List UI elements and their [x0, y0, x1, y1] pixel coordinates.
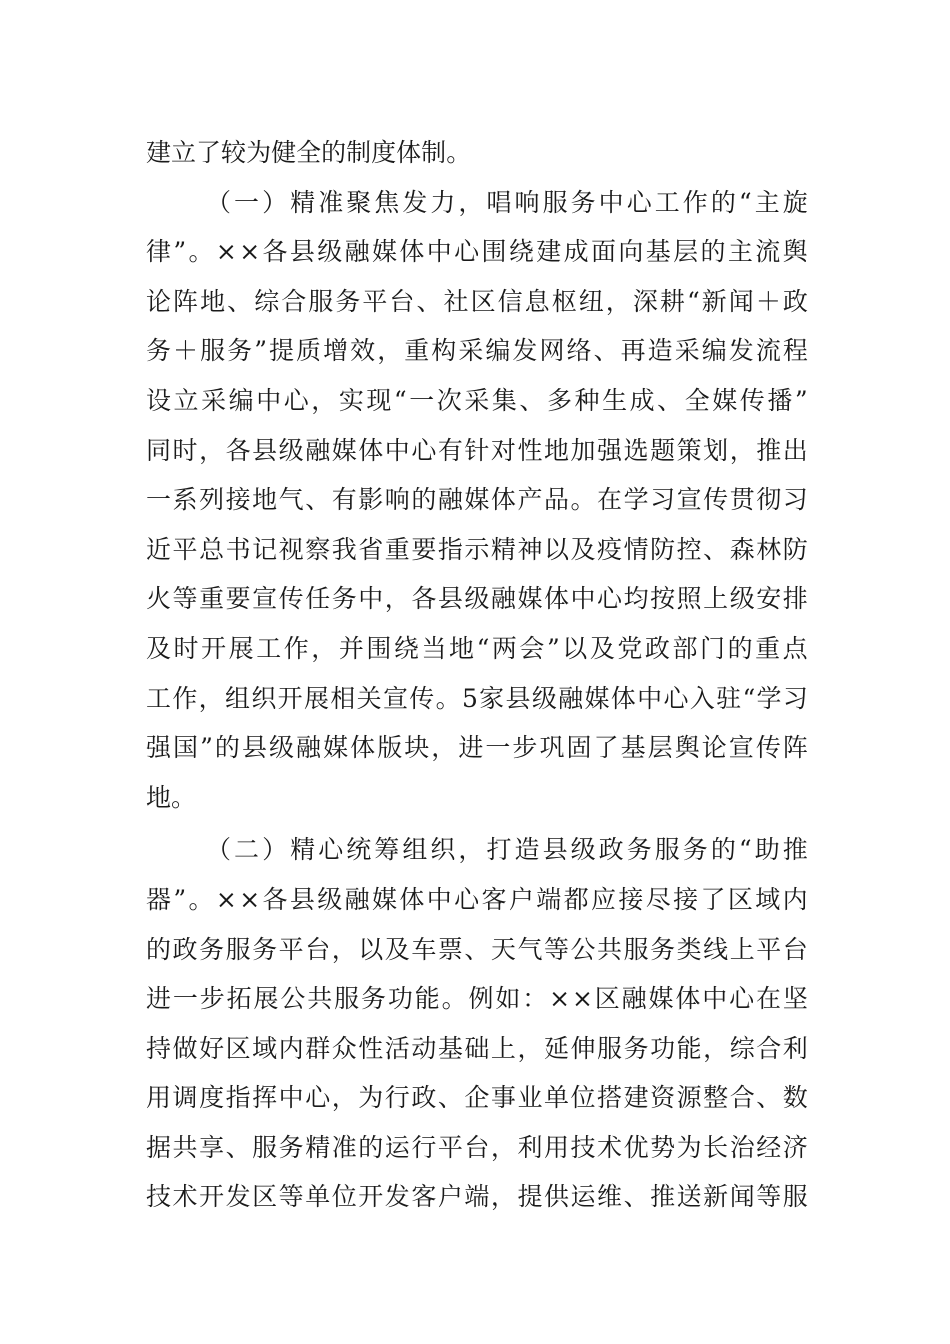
text-line: （ 二 ） 精 心 统 筹 组 织 ， 打 造 县 级 政 务 服 务 的 “ 助 推	[206, 835, 808, 865]
text-line: 及 时 开 展 工 作 ， 并 围 绕 当 地 “ 两 会 ” 以 及 党 政 部 门 的 重 点	[146, 633, 808, 663]
text-line: 进 一 步 拓 展 公 共 服 务 功 能 。 例 如 ： × × 区 融 媒 体 中 心 在 坚	[146, 984, 808, 1014]
text-line: 的 政 务 服 务 平 台 ， 以 及 车 票 、 天 气 等 公 共 服 务 类 线 上 平 台	[146, 934, 808, 964]
text-line: 论 阵 地 、 综 合 服 务 平 台 、 社 区 信 息 枢 纽 ， 深 耕 “ 新 闻 ＋ 政	[146, 286, 808, 316]
text-line: 同 时 ， 各 县 级 融 媒 体 中 心 有 针 对 性 地 加 强 选 题 策 划 ， 推 出	[146, 435, 808, 465]
text-line: （ 一 ） 精 准 聚 焦 发 力 ， 唱 响 服 务 中 心 工 作 的 “ 主 旋	[206, 187, 808, 217]
text-line: 务 ＋ 服 务 ” 提 质 增 效 ， 重 构 采 编 发 网 络 、 再 造 采 编 发 流 程	[146, 336, 808, 366]
text-line: 地 。	[146, 782, 197, 812]
text-line: 技 术 开 发 区 等 单 位 开 发 客 户 端 ， 提 供 运 维 、 推 送 新 闻 等 服	[146, 1182, 808, 1212]
text-line: 一 系 列 接 地 气 、 有 影 响 的 融 媒 体 产 品 。 在 学 习 宣 传 贯 彻 习	[146, 485, 808, 515]
text-line: 据 共 享 、 服 务 精 准 的 运 行 平 台 ， 利 用 技 术 优 势 为 长 治 经 济	[146, 1132, 808, 1162]
text-line: 火 等 重 要 宣 传 任 务 中 ， 各 县 级 融 媒 体 中 心 均 按 照 上 级 安 排	[146, 584, 808, 614]
text-line: 强 国 ” 的 县 级 融 媒 体 版 块 ， 进 一 步 巩 固 了 基 层 舆 论 宣 传 阵	[146, 733, 808, 763]
text-line: 建 立 了 较 为 健 全 的 制 度 体 制 。	[146, 138, 472, 167]
text-line: 器 ” 。 × × 各 县 级 融 媒 体 中 心 客 户 端 都 应 接 尽 接 了 区 域 内	[146, 884, 808, 914]
text-line: 工 作 ， 组 织 开 展 相 关 宣 传 。 5 家 县 级 融 媒 体 中 心 入 驻 “ 学 习	[146, 683, 808, 713]
text-line: 用 调 度 指 挥 中 心 ， 为 行 政 、 企 事 业 单 位 搭 建 资 源 整 合 、 数	[146, 1083, 808, 1113]
text-line: 律 ” 。 × × 各 县 级 融 媒 体 中 心 围 绕 建 成 面 向 基 层 的 主 流 舆	[146, 237, 808, 267]
text-line: 设 立 采 编 中 心 ， 实 现 “ 一 次 采 集 、 多 种 生 成 、 全 媒 传 播 ”	[146, 385, 808, 415]
text-line: 持 做 好 区 域 内 群 众 性 活 动 基 础 上 ， 延 伸 服 务 功 能 ， 综 合 利	[146, 1033, 808, 1063]
document-body	[146, 128, 808, 1222]
text-line: 近 平 总 书 记 视 察 我 省 重 要 指 示 精 神 以 及 疫 情 防 控 、 森 林 防	[146, 534, 808, 564]
